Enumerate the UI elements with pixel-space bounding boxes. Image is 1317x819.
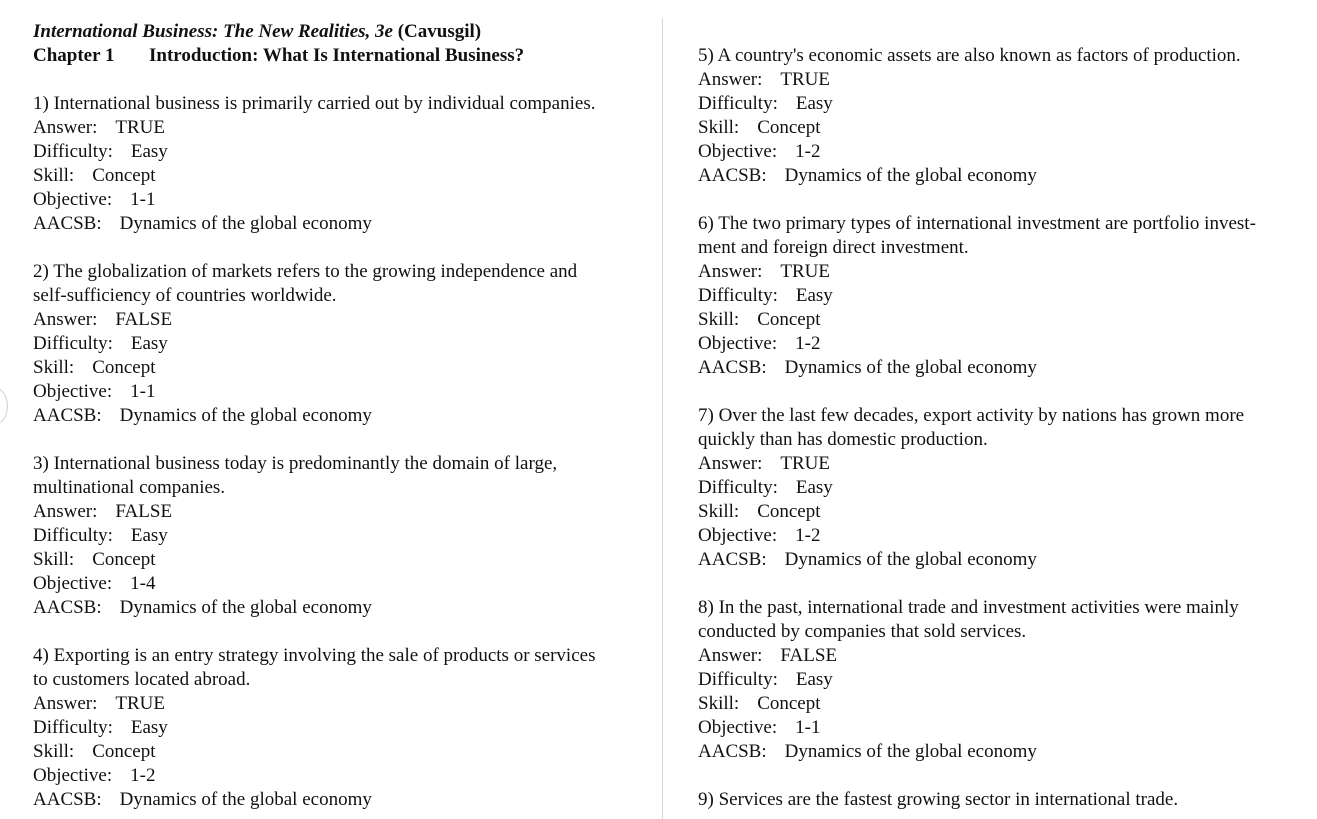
question-text: 5) A country's economic assets are also known as factors of production. (698, 45, 1241, 66)
difficulty-value: Easy (795, 93, 833, 114)
skill-value: Concept (92, 357, 156, 378)
column-divider (662, 18, 663, 819)
book-title-italic: International Business: The New Realities, 3e (33, 21, 393, 42)
answer-value: TRUE (780, 453, 830, 474)
question-block (698, 596, 1298, 764)
aacsb-label: AACSB: (698, 165, 767, 186)
answer-row (698, 68, 1298, 92)
question-block (698, 404, 1298, 572)
answer-row (33, 500, 653, 524)
chapter-number: Chapter 1 (33, 45, 115, 66)
answer-label: Answer: (33, 309, 98, 330)
difficulty-value: Easy (795, 285, 833, 306)
difficulty-value: Easy (130, 333, 168, 354)
difficulty-value: Easy (795, 669, 833, 690)
question-text: 3) International business today is predominantly the domain of large, (33, 453, 558, 474)
book-title (33, 20, 653, 44)
answer-value: FALSE (780, 645, 838, 666)
skill-row (33, 356, 653, 380)
objective-row (33, 764, 653, 788)
answer-value: FALSE (115, 501, 173, 522)
objective-label: Objective: (698, 333, 778, 354)
answer-label: Answer: (33, 501, 98, 522)
aacsb-label: AACSB: (33, 789, 102, 810)
difficulty-row (698, 284, 1298, 308)
objective-row (698, 524, 1298, 548)
answer-label: Answer: (698, 261, 763, 282)
difficulty-value: Easy (130, 717, 168, 738)
answer-label: Answer: (698, 645, 763, 666)
question-block (33, 92, 653, 236)
skill-label: Skill: (33, 357, 75, 378)
objective-row (698, 716, 1298, 740)
skill-row (33, 548, 653, 572)
skill-value: Concept (92, 549, 156, 570)
objective-label: Objective: (33, 765, 113, 786)
objective-value: 1-2 (795, 141, 821, 162)
skill-value: Concept (92, 165, 156, 186)
answer-row (33, 308, 653, 332)
aacsb-value: Dynamics of the global economy (784, 165, 1037, 186)
difficulty-row (698, 668, 1298, 692)
question-text: 7) Over the last few decades, export activity by nations has grown more (698, 405, 1245, 426)
difficulty-value: Easy (130, 141, 168, 162)
question-block (33, 452, 653, 620)
answer-value: TRUE (780, 69, 830, 90)
question-text: multinational companies. (33, 477, 226, 498)
skill-label: Skill: (698, 693, 740, 714)
aacsb-value: Dynamics of the global economy (119, 405, 372, 426)
answer-row (698, 452, 1298, 476)
difficulty-label: Difficulty: (698, 285, 778, 306)
aacsb-value: Dynamics of the global economy (784, 549, 1037, 570)
difficulty-label: Difficulty: (33, 333, 113, 354)
difficulty-value: Easy (130, 525, 168, 546)
skill-row (698, 308, 1298, 332)
answer-label: Answer: (698, 453, 763, 474)
aacsb-value: Dynamics of the global economy (119, 789, 372, 810)
aacsb-label: AACSB: (33, 597, 102, 618)
skill-value: Concept (92, 741, 156, 762)
question-text: 2) The globalization of markets refers to the growing independence and (33, 261, 578, 282)
answer-label: Answer: (33, 693, 98, 714)
answer-row (698, 260, 1298, 284)
difficulty-value: Easy (795, 477, 833, 498)
question-block (33, 644, 653, 812)
left-column (33, 0, 653, 812)
difficulty-row (698, 92, 1298, 116)
difficulty-label: Difficulty: (33, 717, 113, 738)
skill-value: Concept (757, 693, 821, 714)
objective-row (33, 572, 653, 596)
objective-value: 1-2 (795, 333, 821, 354)
aacsb-row (33, 404, 653, 428)
right-question-list (698, 44, 1298, 812)
aacsb-value: Dynamics of the global economy (784, 357, 1037, 378)
question-text: 1) International business is primarily carried out by individual companies. (33, 93, 596, 114)
answer-value: TRUE (115, 693, 165, 714)
skill-row (698, 500, 1298, 524)
answer-label: Answer: (33, 117, 98, 138)
objective-row (33, 380, 653, 404)
difficulty-row (698, 476, 1298, 500)
aacsb-row (33, 212, 653, 236)
difficulty-row (33, 524, 653, 548)
aacsb-value: Dynamics of the global economy (119, 213, 372, 234)
question-block (698, 212, 1298, 380)
question-text: ment and foreign direct investment. (698, 237, 969, 258)
skill-row (33, 740, 653, 764)
objective-label: Objective: (33, 381, 113, 402)
skill-row (33, 164, 653, 188)
chapter-title: Introduction: What Is International Business? (149, 45, 525, 66)
answer-row (698, 644, 1298, 668)
skill-label: Skill: (698, 117, 740, 138)
question-text: quickly than has domestic production. (698, 429, 988, 450)
chapter-heading (33, 44, 653, 68)
objective-label: Objective: (698, 717, 778, 738)
aacsb-label: AACSB: (698, 357, 767, 378)
objective-value: 1-2 (130, 765, 156, 786)
difficulty-row (33, 140, 653, 164)
aacsb-row (698, 740, 1298, 764)
objective-label: Objective: (33, 573, 113, 594)
objective-row (698, 140, 1298, 164)
aacsb-row (698, 164, 1298, 188)
question-text: 8) In the past, international trade and investment activities were mainly (698, 597, 1239, 618)
difficulty-row (33, 332, 653, 356)
skill-label: Skill: (33, 741, 75, 762)
skill-row (698, 692, 1298, 716)
answer-value: TRUE (115, 117, 165, 138)
difficulty-label: Difficulty: (698, 669, 778, 690)
answer-label: Answer: (698, 69, 763, 90)
objective-value: 1-4 (130, 573, 156, 594)
skill-row (698, 116, 1298, 140)
skill-label: Skill: (698, 309, 740, 330)
skill-label: Skill: (33, 549, 75, 570)
objective-value: 1-1 (795, 717, 821, 738)
difficulty-label: Difficulty: (33, 525, 113, 546)
book-author: (Cavusgil) (397, 21, 482, 42)
question-text: conducted by companies that sold services. (698, 621, 1027, 642)
objective-value: 1-2 (795, 525, 821, 546)
question-text: 9) Services are the fastest growing sector in international trade. (698, 789, 1179, 810)
difficulty-label: Difficulty: (698, 477, 778, 498)
skill-label: Skill: (698, 501, 740, 522)
page-edge-marker (0, 388, 8, 424)
difficulty-row (33, 716, 653, 740)
answer-row (33, 116, 653, 140)
objective-row (698, 332, 1298, 356)
question-text: 6) The two primary types of international investment are portfolio invest- (698, 213, 1256, 234)
aacsb-label: AACSB: (33, 405, 102, 426)
question-block (33, 260, 653, 428)
aacsb-value: Dynamics of the global economy (784, 741, 1037, 762)
answer-row (33, 692, 653, 716)
question-text: self-sufficiency of countries worldwide. (33, 285, 337, 306)
difficulty-label: Difficulty: (33, 141, 113, 162)
answer-value: FALSE (115, 309, 173, 330)
aacsb-label: AACSB: (33, 213, 102, 234)
objective-label: Objective: (33, 189, 113, 210)
question-text: 4) Exporting is an entry strategy involving the sale of products or services (33, 645, 596, 666)
skill-value: Concept (757, 117, 821, 138)
aacsb-row (698, 356, 1298, 380)
difficulty-label: Difficulty: (698, 93, 778, 114)
right-column (698, 0, 1298, 812)
objective-row (33, 188, 653, 212)
question-text: to customers located abroad. (33, 669, 251, 690)
question-block (698, 44, 1298, 188)
objective-label: Objective: (698, 525, 778, 546)
aacsb-label: AACSB: (698, 549, 767, 570)
question-block (698, 788, 1298, 812)
skill-label: Skill: (33, 165, 75, 186)
aacsb-row (33, 788, 653, 812)
skill-value: Concept (757, 501, 821, 522)
left-question-list (33, 92, 653, 812)
answer-value: TRUE (780, 261, 830, 282)
objective-value: 1-1 (130, 189, 156, 210)
aacsb-row (33, 596, 653, 620)
aacsb-row (698, 548, 1298, 572)
aacsb-value: Dynamics of the global economy (119, 597, 372, 618)
objective-value: 1-1 (130, 381, 156, 402)
aacsb-label: AACSB: (698, 741, 767, 762)
skill-value: Concept (757, 309, 821, 330)
objective-label: Objective: (698, 141, 778, 162)
